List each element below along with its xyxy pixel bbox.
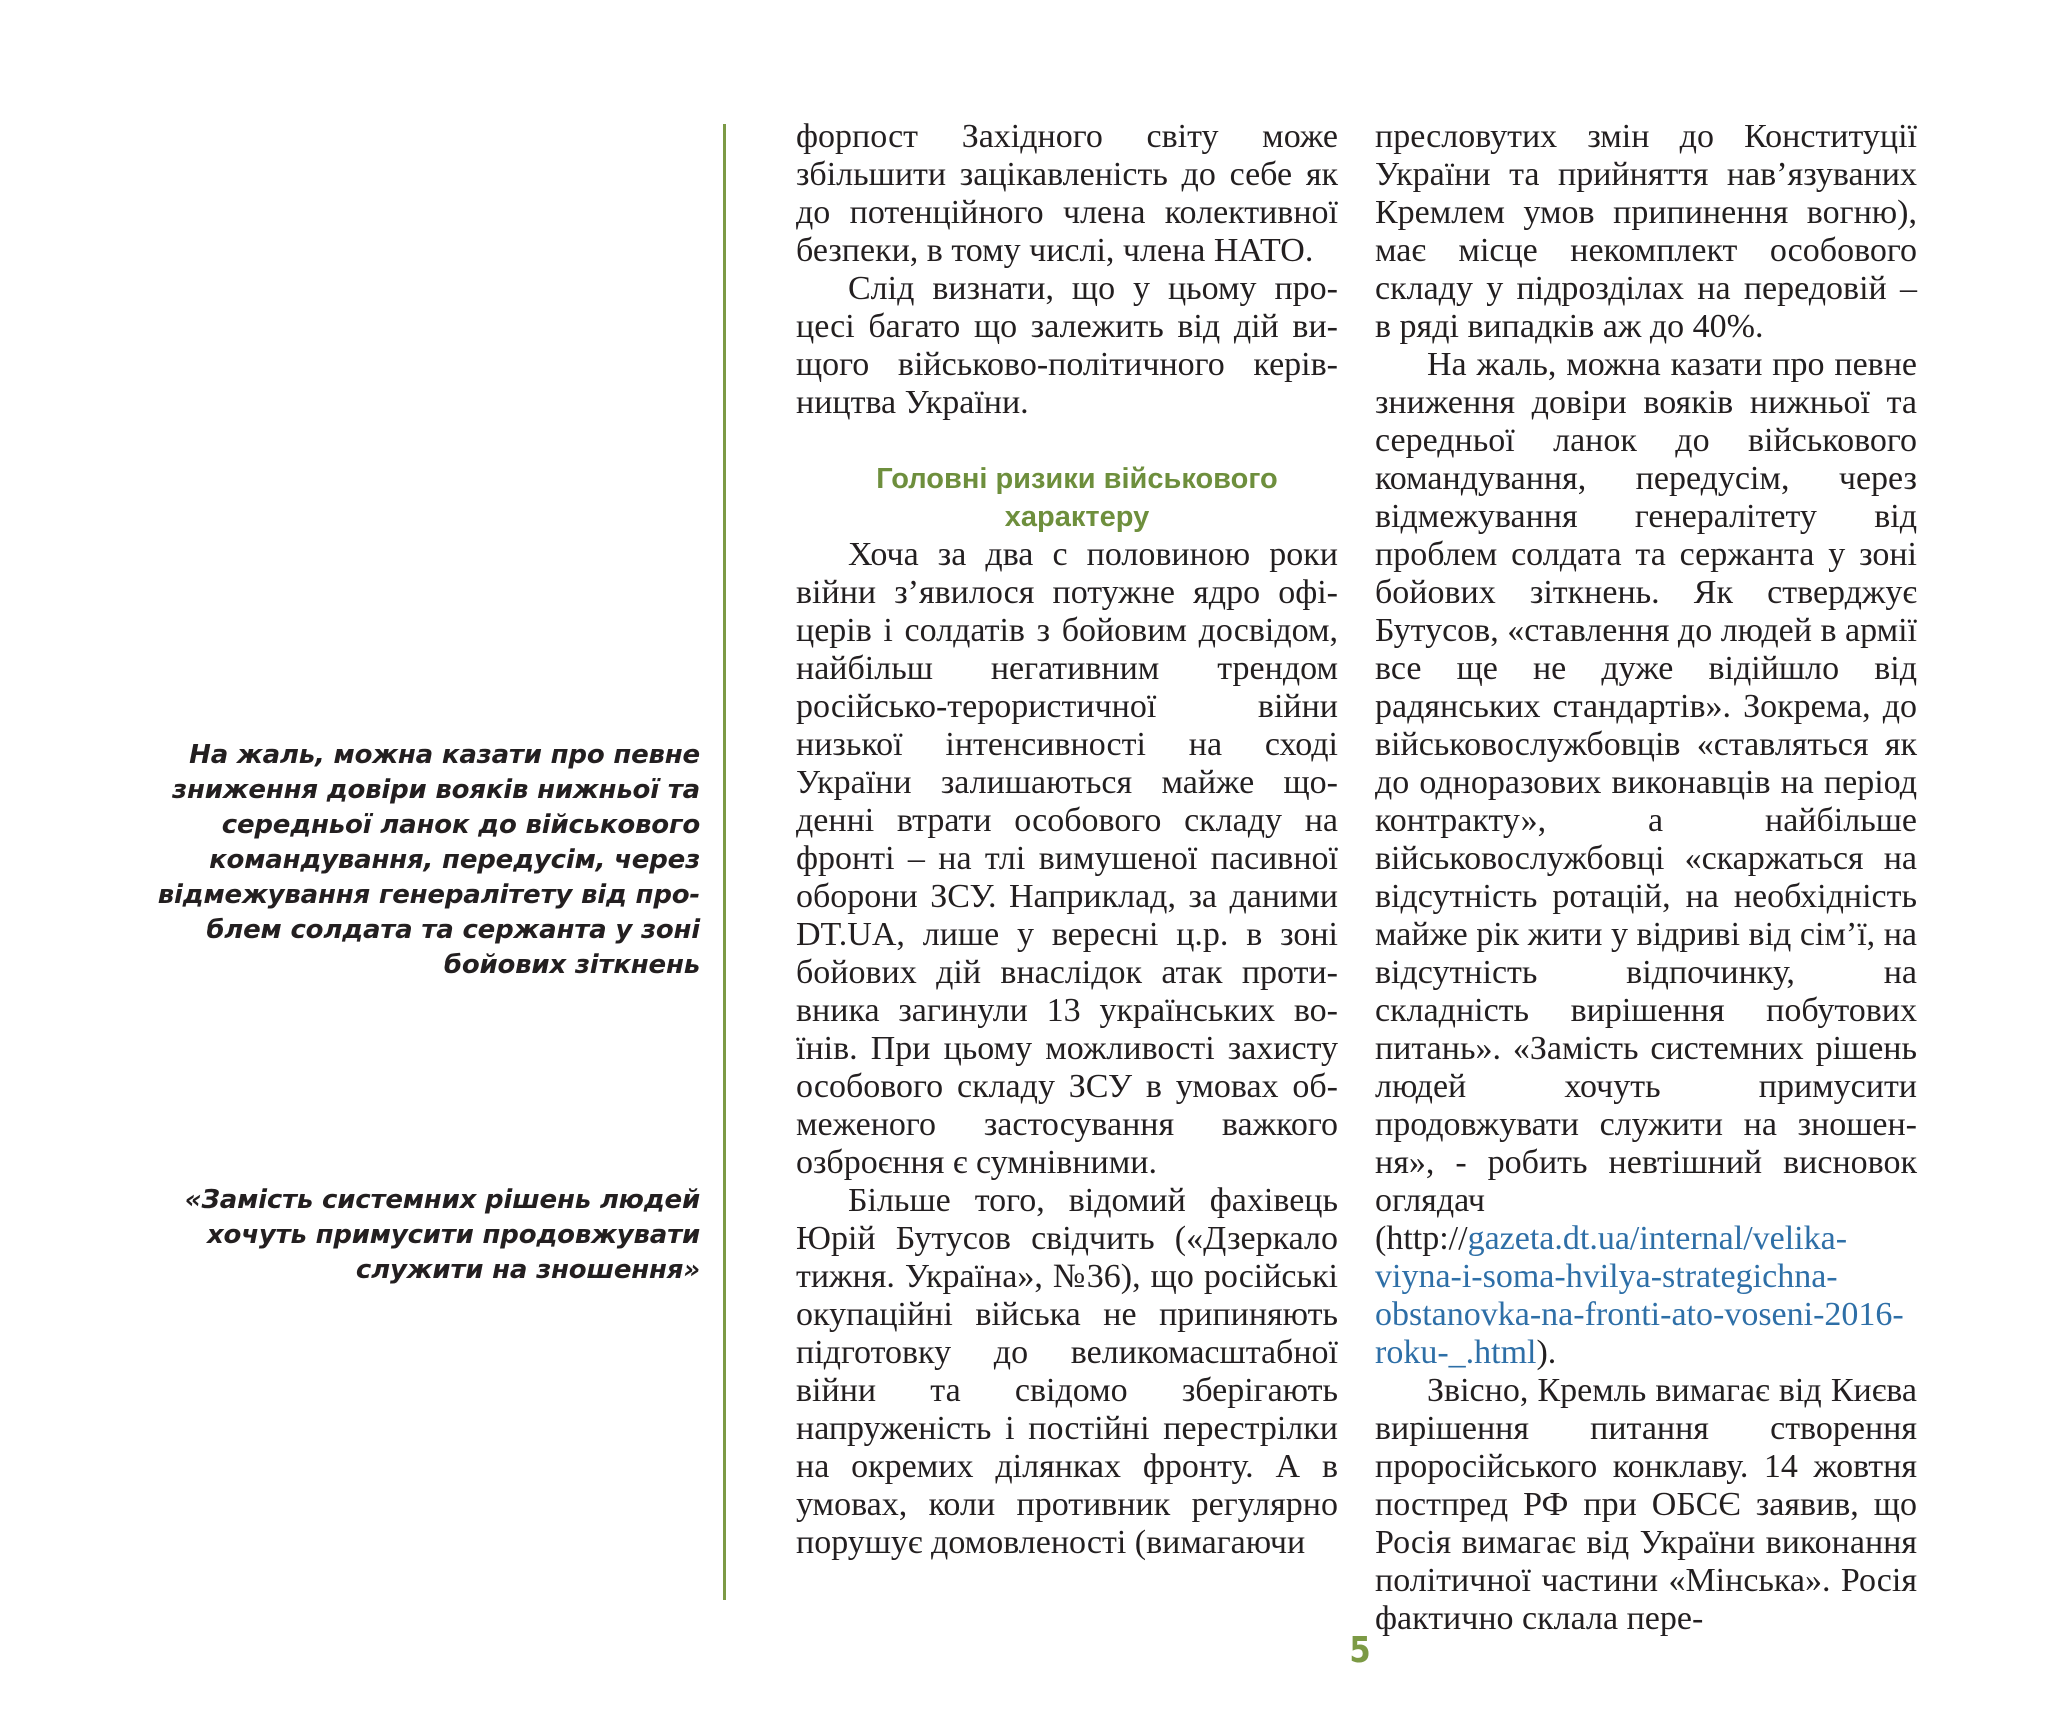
spacer <box>796 422 1338 460</box>
paragraph: форпост Західного світу може збільшити зацікавленість до себе як до потенційного члена колективної безпеки, в тому числі, члена НАТО. <box>796 118 1338 269</box>
paragraph <box>1375 346 1917 1372</box>
paragraph: пресловутих змін до Конституції України та прийняття нав’язуваних Кремлем умов припинення вогню), має місце некомплект особового складу у підрозділах на передовій – в ряді випадків аж до 40%. <box>1375 118 1917 345</box>
pull-quote: «Замість системних рішень людей хочуть примусити продовжувати служити на зношення» <box>184 1185 700 1285</box>
pull-quote: На жаль, можна казати про певне зниження довіри вояків нижньої та середньої ланок до військового командування, передусім, через відмежування генералітету від про- блем солдата та сержанта у зоні бойових зіткнень <box>157 740 700 980</box>
section-heading: Головні ризики військового характеру <box>876 463 1278 533</box>
sidebar-pull-quotes <box>60 738 700 1285</box>
column-divider <box>723 124 726 1600</box>
page-number: 5 <box>1349 1630 1371 1671</box>
text-column-1 <box>796 118 1338 1562</box>
paragraph: Хоча за два с половиною роки війни з’явилося потужне ядро офіцерів і солдатів з бойовим досвідом, найбільш негативним трендом російсько-терористичної війни низької інтенсивності на сході України залишаються майже щоденні втрати особового складу на фронті – на тлі вимушеної пасивної оборони ЗСУ. Наприклад, за даними DT.UA, лише у вересні ц.р. в зоні бойових дій внаслідок атак противника загинули 13 українських воїнів. При цьому можливості захисту особового складу ЗСУ в умовах обмеженого застосування важкого озброєння є сумнівними. <box>796 536 1338 1181</box>
paragraph-text: ). <box>1536 1334 1557 1371</box>
source-link[interactable]: gazeta.dt.ua/internal/velika-viyna-i-soma-hvilya-strategichna-obstanovka-na-fronti-ato-voseni-2016-roku-_.html <box>1375 1220 1904 1371</box>
paragraph: Звісно, Кремль вимагає від Києва вирішення питання створення проросійського конклаву. 14 жовтня постпред РФ при ОБСЄ заявив, що Росія вимагає від України виконання політичної частини «Мінська». Росія фактично склала пере- <box>1375 1372 1917 1637</box>
paragraph: Слід визнати, що у цьому процесі багато що залежить від дій вищого військово-політичного керівництва України. <box>796 270 1338 421</box>
paragraph: Більше того, відомий фахівець Юрій Бутусов свідчить («Дзеркало тижня. Україна», №36), що російські окупаційні війська не припиняють підготовку до великомасштабної війни та свідомо зберігають напруженість і постійні перестрілки на окремих ділянках фронту. А в умовах, коли противник регулярно порушує домовленості (вимагаючи <box>796 1182 1338 1561</box>
text-column-2 <box>1375 118 1917 1638</box>
paragraph-text: На жаль, можна казати про певне зниження довіри вояків нижньої та середньої ланок до військового командування, передусім, через відмежування генералітету від проблем солдата та сержанта у зоні бойових зіткнень. Як стверджує Бутусов, «ставлення до людей в армії все ще не дуже відійшло від радянських стандартів». Зокрема, до військовослужбовців «ставляться як до одноразових виконавців на період контракту», а найбільше військовослужбовці «скаржаться на відсутність ротацій, на необхідність майже рік жити у відриві від сім’ї, на відсутність відпочинку, на складність вирішення побутових питань». «Замість системних рішень людей хочуть примусити продовжувати служити на зношення», - робить невтішний висновок оглядач (http:// <box>1375 346 1917 1257</box>
